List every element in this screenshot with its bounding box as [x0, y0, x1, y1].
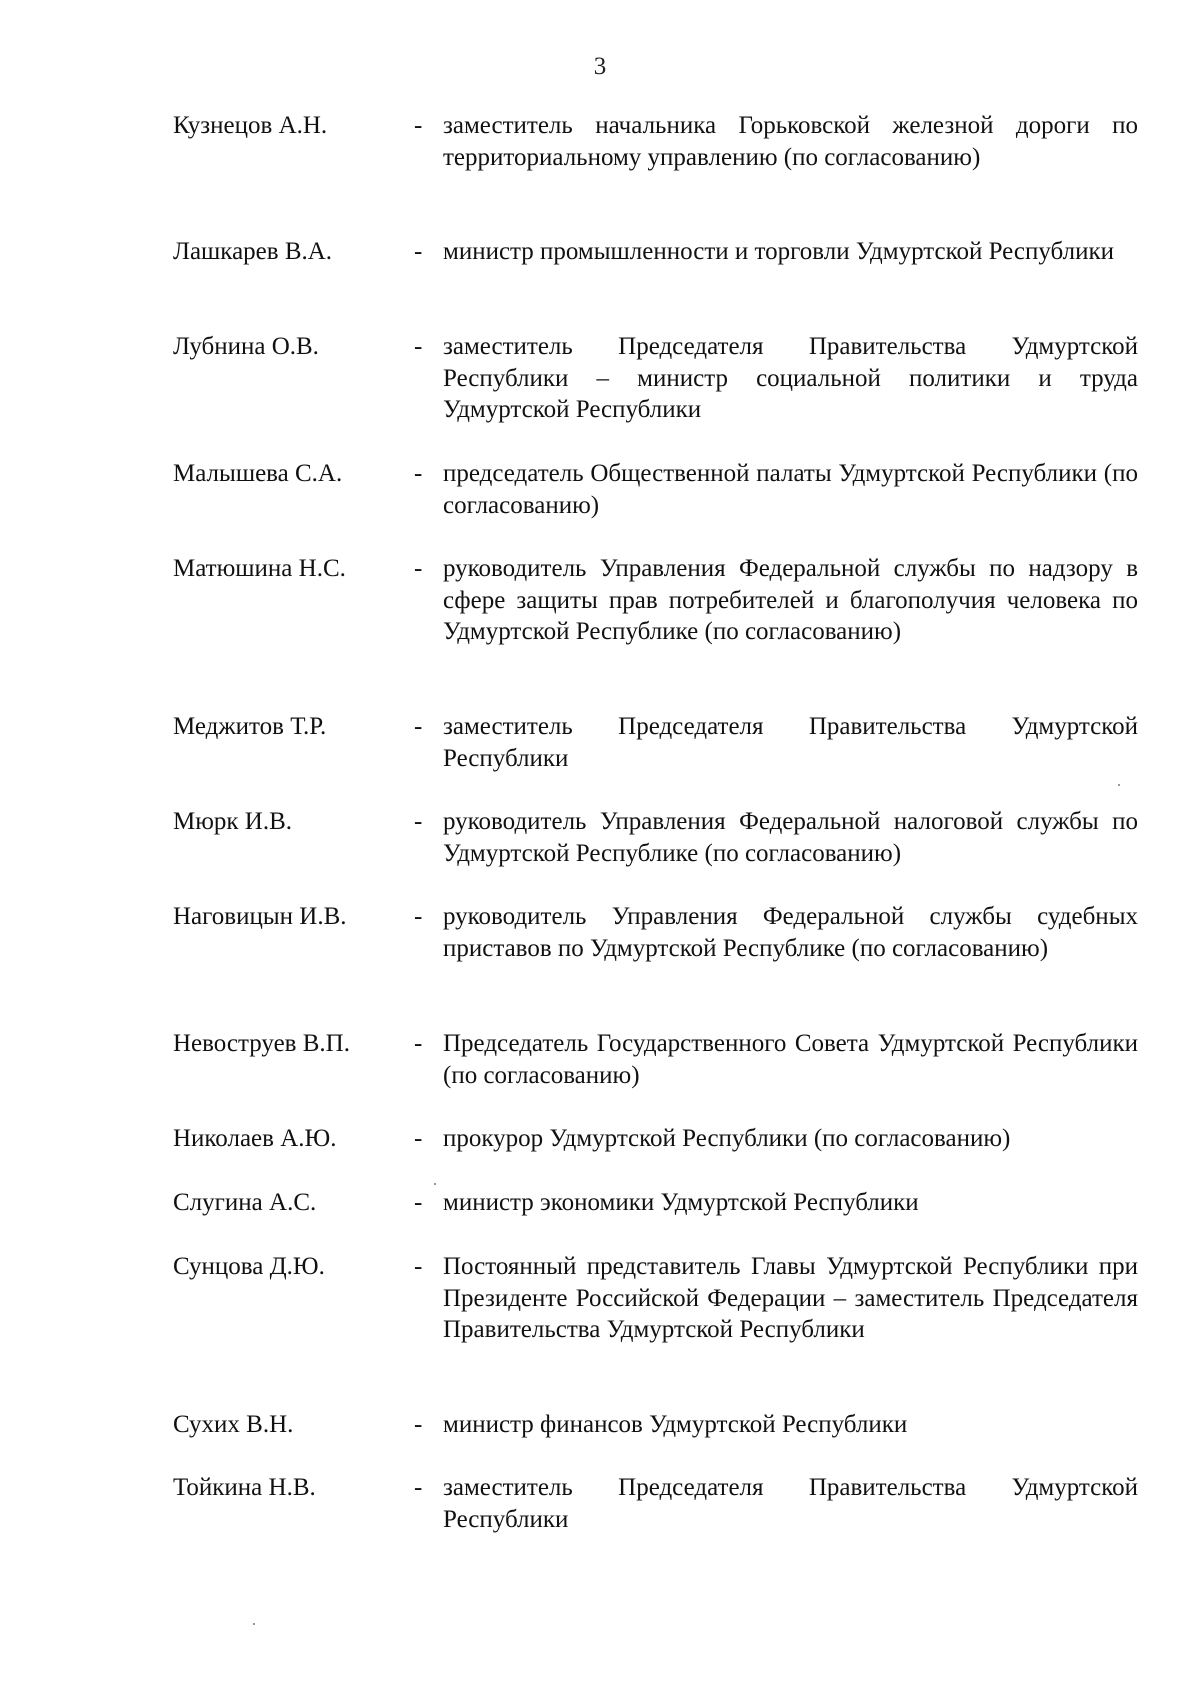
member-position: заместитель Председателя Правительства Удмуртской Республики [443, 1474, 1138, 1533]
member-position: заместитель начальника Горьковской железной дороги по территориальному управлению (по согласованию) [443, 112, 1138, 171]
member-name: Лубнина О.В. [173, 333, 319, 360]
member-position: руководитель Управления Федеральной налоговой службы по Удмуртской Республике (по согласованию) [443, 808, 1138, 867]
separator-dash: - [414, 1125, 423, 1152]
separator-dash: - [414, 1030, 423, 1057]
separator-dash: - [414, 112, 423, 139]
page-number: 3 [593, 53, 607, 80]
member-position: Председатель Государственного Совета Удмуртской Республики (по согласованию) [443, 1030, 1138, 1089]
member-name: Сухих В.Н. [173, 1411, 294, 1438]
scan-speck [253, 1623, 255, 1625]
member-position: заместитель Председателя Правительства Удмуртской Республики – министр социальной политики и труда Удмуртской Республики [443, 333, 1138, 424]
member-name: Мюрк И.В. [173, 808, 293, 835]
separator-dash: - [414, 903, 423, 930]
member-name: Тойкина Н.В. [173, 1474, 316, 1501]
member-position: министр финансов Удмуртской Республики [443, 1411, 908, 1438]
separator-dash: - [414, 460, 423, 487]
separator-dash: - [414, 555, 423, 582]
member-name: Николаев А.Ю. [173, 1125, 337, 1152]
separator-dash: - [414, 238, 423, 265]
member-position: министр экономики Удмуртской Республики [443, 1189, 919, 1216]
member-name: Сунцова Д.Ю. [173, 1253, 325, 1280]
member-name: Слугина А.С. [173, 1189, 317, 1216]
member-name: Кузнецов А.Н. [173, 112, 328, 139]
member-name: Наговицын И.В. [173, 903, 347, 930]
scan-speck [434, 1183, 436, 1185]
member-name: Невоструев В.П. [173, 1030, 350, 1057]
member-name: Матюшина Н.С. [173, 555, 346, 582]
member-name: Меджитов Т.Р. [173, 713, 327, 740]
separator-dash: - [414, 713, 423, 740]
member-position: министр промышленности и торговли Удмуртской Республики [443, 238, 1114, 265]
scan-speck [1118, 784, 1120, 786]
member-position: руководитель Управления Федеральной службы судебных приставов по Удмуртской Республике (по согласованию) [443, 903, 1138, 962]
member-position: руководитель Управления Федеральной службы по надзору в сфере защиты прав потребителей и благополучия человека по Удмуртской Республике (по согласованию) [443, 555, 1138, 646]
member-position: Постоянный представитель Главы Удмуртской Республики при Президенте Российской Федерации – заместитель Председателя Правительства Удмуртской Республики [443, 1253, 1138, 1344]
member-position: председатель Общественной палаты Удмуртской Республики (по согласованию) [443, 460, 1138, 519]
member-name: Лашкарев В.А. [173, 238, 333, 265]
separator-dash: - [414, 1474, 423, 1501]
separator-dash: - [414, 1411, 423, 1438]
member-name: Малышева С.А. [173, 460, 343, 487]
separator-dash: - [414, 333, 423, 360]
separator-dash: - [414, 1189, 423, 1216]
member-position: заместитель Председателя Правительства Удмуртской Республики [443, 713, 1138, 772]
member-position: прокурор Удмуртской Республики (по согласованию) [443, 1125, 1011, 1152]
separator-dash: - [414, 1253, 423, 1280]
separator-dash: - [414, 808, 423, 835]
